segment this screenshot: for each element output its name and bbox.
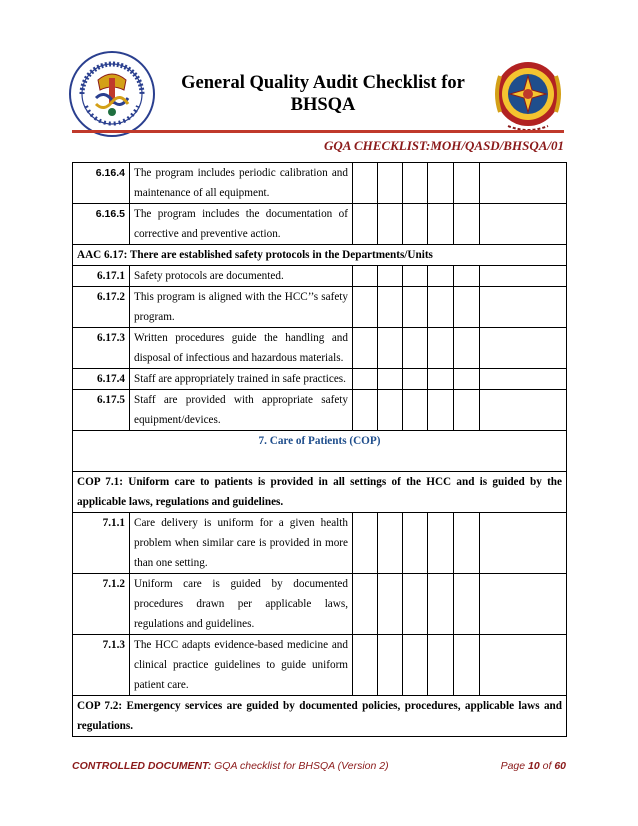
score-cell[interactable] [378, 574, 403, 635]
page-number [501, 760, 566, 772]
score-cell[interactable] [480, 369, 567, 390]
item-text: Staff are provided with appropriate safety equipment/devices. [130, 390, 353, 431]
score-cell[interactable] [353, 369, 378, 390]
checklist-item-row [73, 635, 567, 696]
item-text: This program is aligned with the HCC’’s safety program. [130, 287, 353, 328]
score-cell[interactable] [353, 328, 378, 369]
score-cell[interactable] [403, 635, 428, 696]
score-cell[interactable] [428, 369, 454, 390]
current-page: 10 [528, 760, 540, 772]
score-cell[interactable] [403, 163, 428, 204]
score-cell[interactable] [378, 369, 403, 390]
score-cell[interactable] [403, 328, 428, 369]
item-number: 7.1.1 [73, 513, 130, 574]
score-cell[interactable] [480, 574, 567, 635]
moh-emblem-icon [68, 50, 156, 138]
score-cell[interactable] [353, 204, 378, 245]
chapter-heading: 7. Care of Patients (COP) [73, 431, 567, 472]
score-cell[interactable] [428, 390, 454, 431]
item-number: 6.16.4 [73, 163, 130, 204]
score-cell[interactable] [428, 328, 454, 369]
score-cell[interactable] [454, 287, 480, 328]
item-number: 6.17.5 [73, 390, 130, 431]
checklist-item-row [73, 328, 567, 369]
document-title [160, 72, 486, 116]
item-number: 6.16.5 [73, 204, 130, 245]
score-cell[interactable] [403, 513, 428, 574]
score-cell[interactable] [378, 287, 403, 328]
score-cell[interactable] [403, 287, 428, 328]
score-cell[interactable] [428, 204, 454, 245]
score-cell[interactable] [378, 204, 403, 245]
score-cell[interactable] [353, 574, 378, 635]
score-cell[interactable] [353, 513, 378, 574]
score-cell[interactable] [403, 204, 428, 245]
page-footer [72, 760, 566, 772]
score-cell[interactable] [403, 574, 428, 635]
score-cell[interactable] [454, 574, 480, 635]
item-text: The program includes the documentation of corrective and preventive action. [130, 204, 353, 245]
item-text: Staff are appropriately trained in safe practices. [130, 369, 353, 390]
checklist-item-row [73, 390, 567, 431]
total-pages: 60 [554, 760, 566, 772]
page-header [0, 0, 638, 153]
item-text: Safety protocols are documented. [130, 266, 353, 287]
checklist-table [72, 162, 567, 737]
item-number: 7.1.3 [73, 635, 130, 696]
score-cell[interactable] [428, 513, 454, 574]
item-number: 6.17.1 [73, 266, 130, 287]
score-cell[interactable] [353, 266, 378, 287]
score-cell[interactable] [353, 635, 378, 696]
score-cell[interactable] [378, 328, 403, 369]
standard-heading-row [73, 472, 567, 513]
controlled-document-label: CONTROLLED DOCUMENT: [72, 760, 212, 772]
score-cell[interactable] [454, 163, 480, 204]
checklist-item-row [73, 574, 567, 635]
score-cell[interactable] [454, 204, 480, 245]
score-cell[interactable] [454, 266, 480, 287]
standard-heading-row [73, 245, 567, 266]
checklist-item-row [73, 369, 567, 390]
standard-heading: COP 7.2: Emergency services are guided by documented policies, procedures, applicable laws and regulations. [73, 696, 567, 737]
score-cell[interactable] [480, 390, 567, 431]
item-text: Written procedures guide the handling and disposal of infectious and hazardous materials. [130, 328, 353, 369]
chapter-heading-row [73, 431, 567, 472]
title-line-1: General Quality Audit Checklist for [181, 73, 465, 93]
score-cell[interactable] [454, 513, 480, 574]
score-cell[interactable] [378, 635, 403, 696]
score-cell[interactable] [480, 513, 567, 574]
checklist-item-row [73, 163, 567, 204]
checklist-code: GQA CHECKLIST:MOH/QASD/BHSQA/01 [324, 138, 564, 153]
header-rule [72, 130, 564, 133]
checklist-item-row [73, 287, 567, 328]
title-line-2: BHSQA [290, 95, 356, 115]
standard-heading: COP 7.1: Uniform care to patients is provided in all settings of the HCC and is guided by the applicable laws, regulations and guidelines. [73, 472, 567, 513]
item-number: 6.17.2 [73, 287, 130, 328]
page-word: Page [500, 760, 529, 772]
score-cell[interactable] [403, 390, 428, 431]
score-cell[interactable] [480, 287, 567, 328]
footer-document-name: GQA checklist for BHSQA (Version 2) [211, 760, 389, 772]
national-emblem-icon [486, 56, 570, 136]
score-cell[interactable] [428, 163, 454, 204]
score-cell[interactable] [480, 266, 567, 287]
score-cell[interactable] [454, 369, 480, 390]
score-cell[interactable] [428, 574, 454, 635]
item-text: The HCC adapts evidence-based medicine and clinical practice guidelines to guide uniform patient care. [130, 635, 353, 696]
score-cell[interactable] [454, 635, 480, 696]
of-word: of [539, 760, 555, 772]
score-cell[interactable] [378, 513, 403, 574]
score-cell[interactable] [378, 266, 403, 287]
item-text: The program includes periodic calibration and maintenance of all equipment. [130, 163, 353, 204]
standard-heading: AAC 6.17: There are established safety protocols in the Departments/Units [73, 245, 567, 266]
checklist-item-row [73, 266, 567, 287]
score-cell[interactable] [480, 328, 567, 369]
score-cell[interactable] [353, 287, 378, 328]
score-cell[interactable] [480, 204, 567, 245]
score-cell[interactable] [403, 369, 428, 390]
score-cell[interactable] [428, 635, 454, 696]
score-cell[interactable] [378, 390, 403, 431]
score-cell[interactable] [428, 287, 454, 328]
item-number: 6.17.3 [73, 328, 130, 369]
score-cell[interactable] [454, 328, 480, 369]
item-text: Care delivery is uniform for a given health problem when similar care is provided in more than one setting. [130, 513, 353, 574]
item-number: 7.1.2 [73, 574, 130, 635]
score-cell[interactable] [454, 390, 480, 431]
checklist-item-row [73, 204, 567, 245]
score-cell[interactable] [403, 266, 428, 287]
item-text: Uniform care is guided by documented procedures drawn per applicable laws, regulations and guidelines. [130, 574, 353, 635]
item-number: 6.17.4 [73, 369, 130, 390]
score-cell[interactable] [480, 163, 567, 204]
footer-document-label [72, 760, 389, 772]
score-cell[interactable] [353, 163, 378, 204]
standard-heading-row [73, 696, 567, 737]
score-cell[interactable] [480, 635, 567, 696]
score-cell[interactable] [378, 163, 403, 204]
checklist-item-row [73, 513, 567, 574]
score-cell[interactable] [353, 390, 378, 431]
score-cell[interactable] [428, 266, 454, 287]
